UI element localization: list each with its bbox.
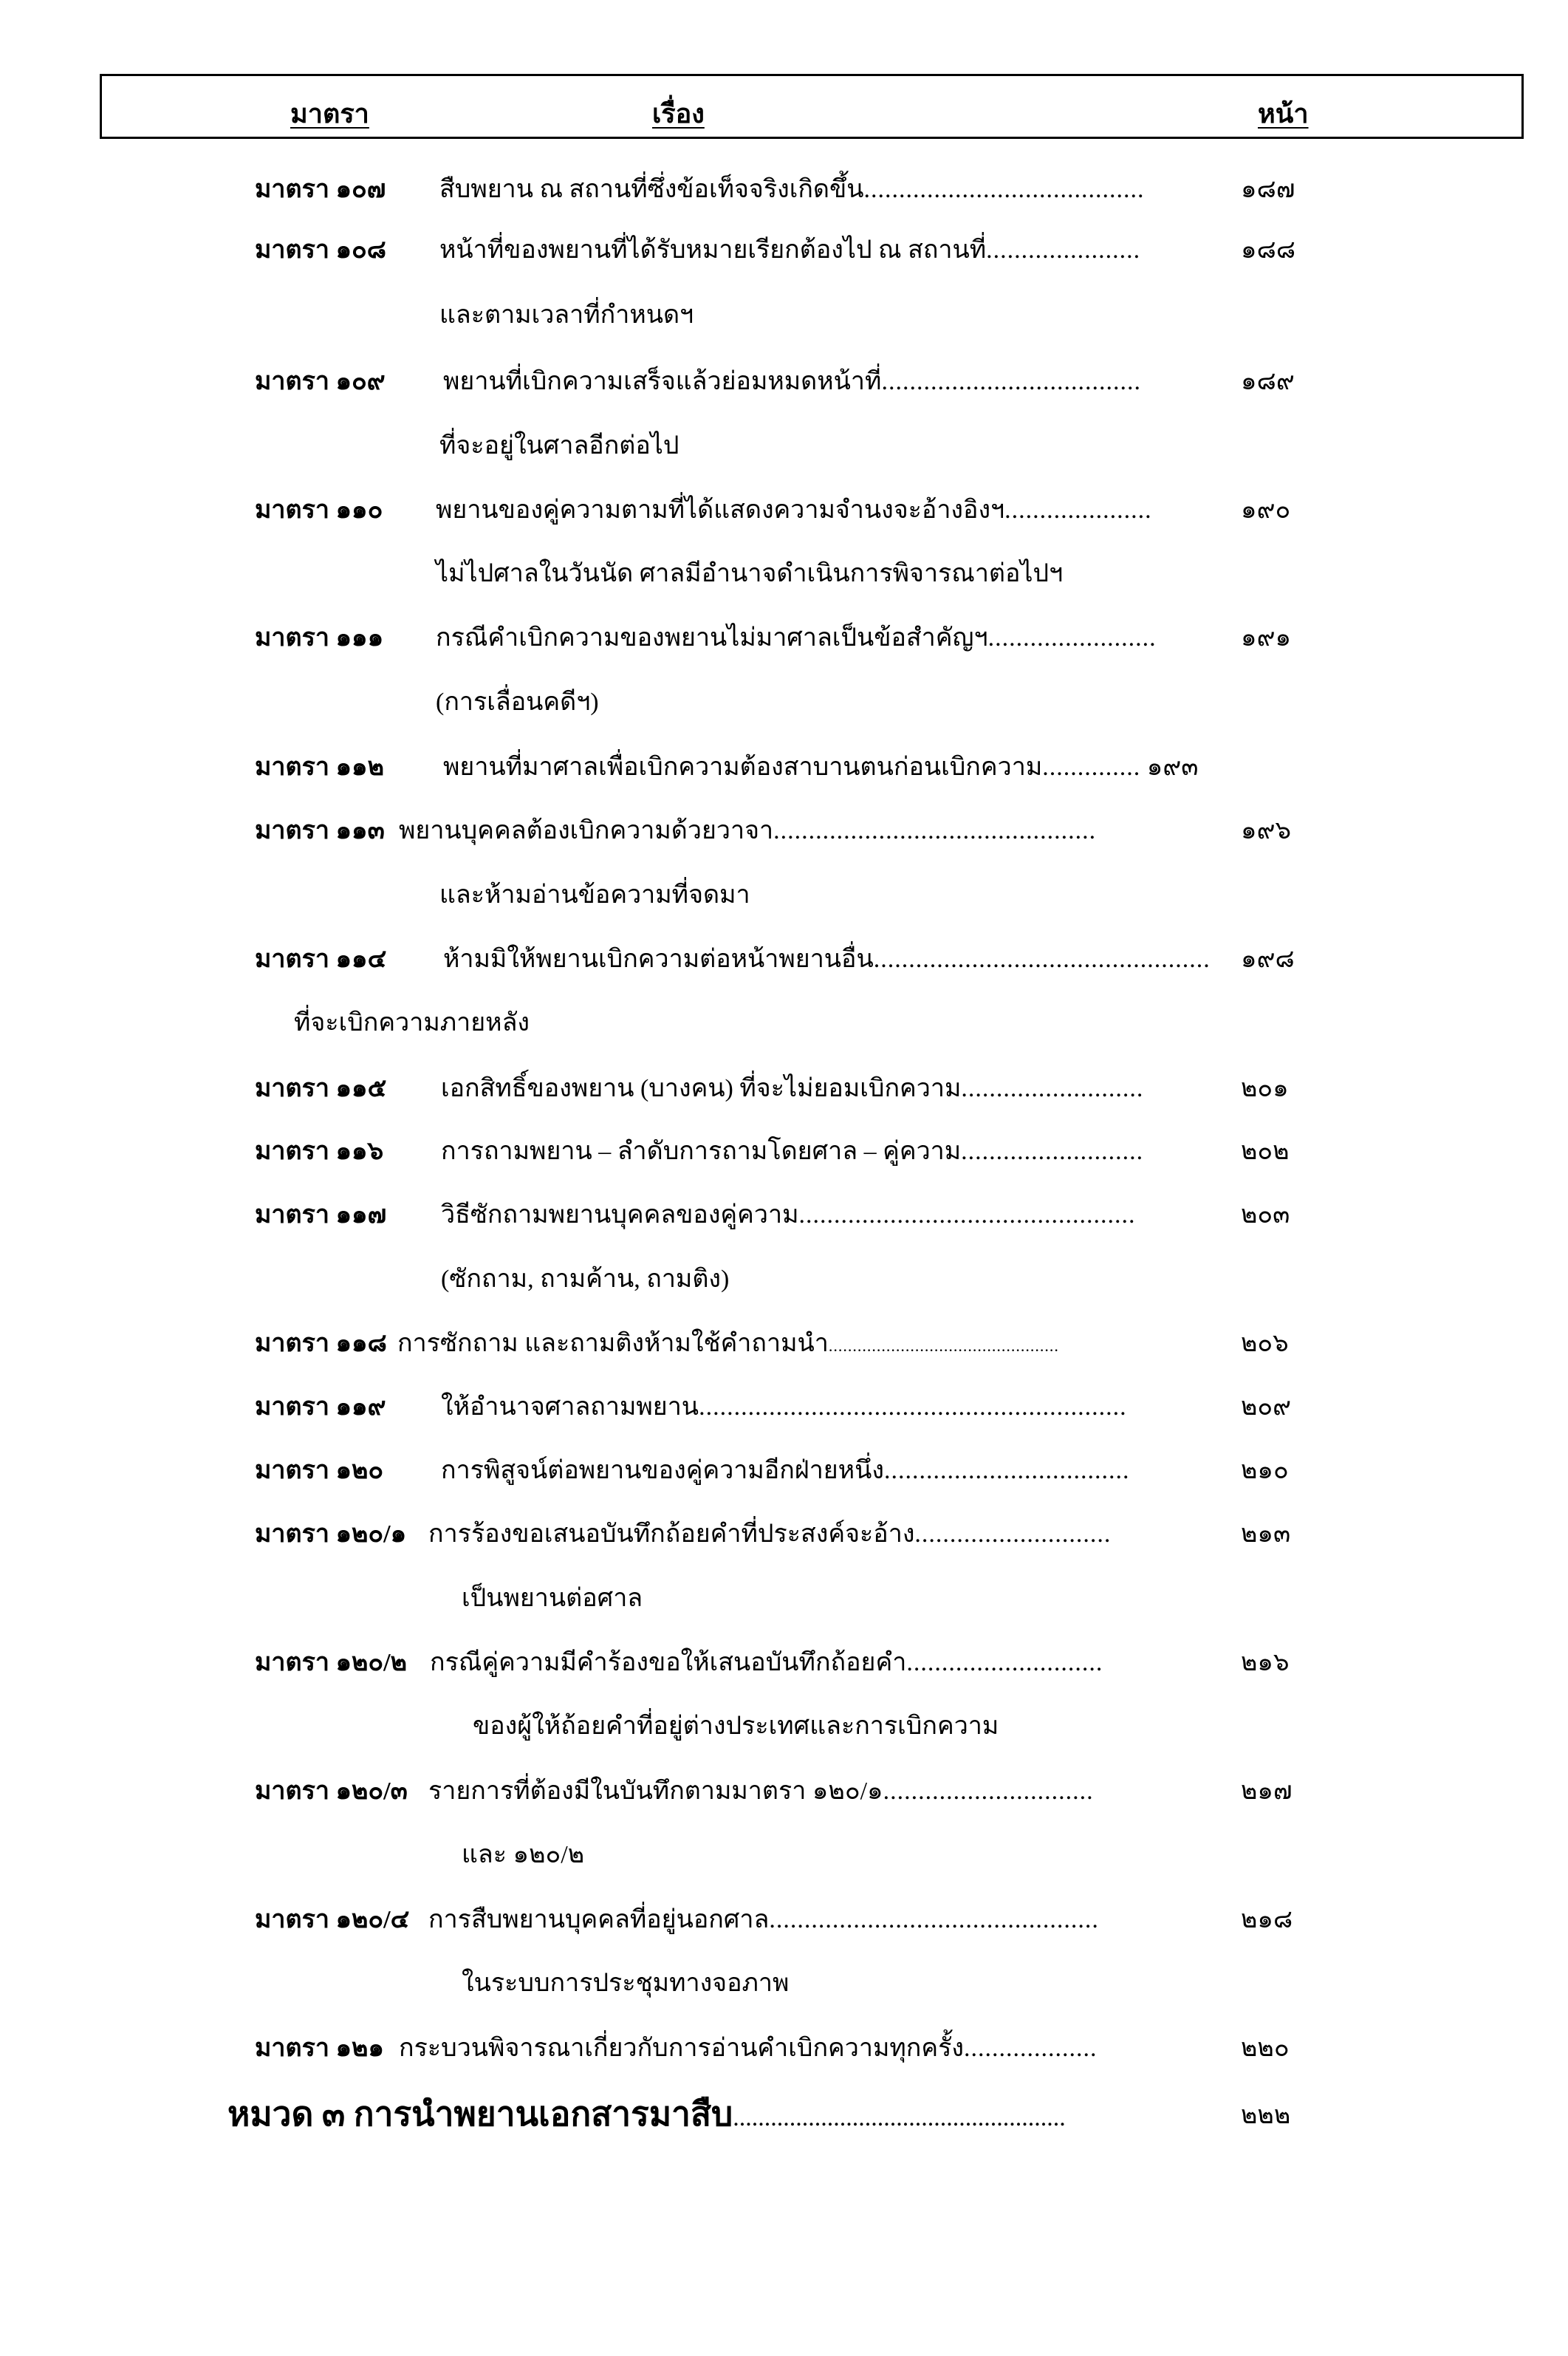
section-number: มาตรา ๑๐๘ — [255, 236, 387, 264]
toc-entry — [0, 938, 1568, 983]
section-number: มาตรา ๑๒๐/๑ — [255, 1520, 407, 1548]
toc-entry — [0, 229, 1568, 273]
toc-entry — [0, 168, 1568, 213]
entry-title: กระบวนพิจารณาเกี่ยวกับการอ่านคำเบิกความทุกครั้ง................... — [399, 2035, 1098, 2062]
page-number: ๒๑๐ — [1241, 1457, 1289, 1484]
page-number: ๒๐๑ — [1241, 1075, 1289, 1102]
header-page: หน้า — [1258, 99, 1309, 129]
entry-title: พยานบุคคลต้องเบิกความด้วยวาจา.............................................. — [399, 817, 1097, 844]
page-number: ๑๘๗ — [1241, 176, 1295, 203]
page-number: ๑๙๑ — [1241, 624, 1292, 652]
entry-title: กรณีคู่ความมีคำร้องขอให้เสนอบันทึกถ้อยคำ............................ — [430, 1649, 1103, 1676]
page-number: ๒๒๐ — [1241, 2035, 1290, 2062]
page-number: ๑๙๖ — [1241, 817, 1292, 844]
section-number: มาตรา ๑๒๐/๒ — [255, 1649, 408, 1676]
entry-title: การสืบพยานบุคคลที่อยู่นอกศาล............................................... — [428, 1906, 1099, 1933]
section-number: มาตรา ๑๐๙ — [255, 368, 386, 395]
section-number: มาตรา ๑๑๕ — [255, 1075, 387, 1102]
entry-continuation: และตามเวลาที่กำหนดฯ — [439, 301, 694, 329]
section-number: มาตรา ๑๒๐ — [255, 1457, 384, 1484]
chapter-page-number: ๒๒๒ — [1241, 2102, 1291, 2129]
entry-title: การพิสูจน์ต่อพยานของคู่ความอีกฝ่ายหนึ่ง................................... — [441, 1457, 1130, 1484]
entry-continuation: ในระบบการประชุมทางจอภาพ — [462, 1970, 790, 1997]
entry-continuation: และห้ามอ่านข้อความที่จดมา — [439, 881, 750, 909]
entry-title: ให้อำนาจศาลถามพยาน............................................................. — [441, 1393, 1127, 1421]
section-number: มาตรา ๑๒๑ — [255, 2035, 385, 2062]
toc-entry — [0, 1450, 1568, 1494]
section-number: มาตรา ๑๐๗ — [255, 176, 386, 203]
section-number: มาตรา ๑๑๘ — [255, 1330, 387, 1357]
toc-entry — [0, 1513, 1568, 1557]
toc-entry — [0, 1130, 1568, 1175]
page-number: ๒๑๗ — [1241, 1778, 1293, 1805]
page-number: ๒๑๘ — [1241, 1906, 1293, 1933]
toc-entry — [0, 1322, 1568, 1367]
section-number: มาตรา ๑๑๔ — [255, 946, 387, 973]
entry-title: เอกสิทธิ์ของพยาน (บางคน) ที่จะไม่ยอมเบิกความ.......................... — [441, 1075, 1144, 1102]
entry-title: พยานที่มาศาลเพื่อเบิกความต้องสาบานตนก่อนเบิกความ.............. ๑๙๓ — [443, 754, 1199, 781]
page-number: ๒๐๙ — [1241, 1393, 1292, 1421]
section-number: มาตรา ๑๑๓ — [255, 817, 385, 844]
header-section: มาตรา — [290, 99, 369, 129]
entry-title: กรณีคำเบิกความของพยานไม่มาศาลเป็นข้อสำคัญฯ........................ — [436, 624, 1157, 652]
toc-entry — [0, 489, 1568, 533]
entry-continuation: ของผู้ให้ถ้อยคำที่อยู่ต่างประเทศและการเบิกความ — [473, 1713, 999, 1740]
entry-title: หน้าที่ของพยานที่ได้รับหมายเรียกต้องไป ณ สถานที่...................... — [439, 236, 1141, 264]
toc-header — [100, 74, 1524, 139]
toc-entry — [0, 746, 1568, 791]
toc-entry — [0, 617, 1568, 661]
page-number: ๑๘๙ — [1241, 368, 1295, 395]
entry-title: สืบพยาน ณ สถานที่ซึ่งข้อเท็จจริงเกิดขึ้น........................................ — [439, 176, 1145, 203]
entry-continuation: เป็นพยานต่อศาล — [462, 1585, 643, 1612]
toc-entry — [0, 2027, 1568, 2072]
page-number: ๑๙๓ — [1146, 754, 1199, 781]
entry-continuation: (การเลื่อนคดีฯ) — [436, 689, 599, 716]
toc-entry — [0, 361, 1568, 405]
entry-title: พยานที่เบิกความเสร็จแล้วย่อมหมดหน้าที่..................................... — [443, 368, 1141, 395]
toc-entry — [0, 1770, 1568, 1814]
section-number: มาตรา ๑๑๙ — [255, 1393, 386, 1421]
page-number: ๑๙๐ — [1241, 496, 1291, 524]
page-number: ๒๑๓ — [1241, 1520, 1291, 1548]
page-number: ๒๐๒ — [1241, 1138, 1290, 1165]
toc-entry — [0, 1068, 1568, 1112]
section-number: มาตรา ๑๒๐/๓ — [255, 1778, 408, 1805]
section-number: มาตรา ๑๑๒ — [255, 754, 385, 781]
toc-entry — [0, 1899, 1568, 1943]
page-number: ๑๘๘ — [1241, 236, 1296, 264]
entry-title: ห้ามมิให้พยานเบิกความต่อหน้าพยานอื่น................................................ — [443, 946, 1211, 973]
page-number: ๑๙๘ — [1241, 946, 1295, 973]
entry-title: รายการที่ต้องมีในบันทึกตามมาตรา ๑๒๐/๑.............................. — [428, 1778, 1094, 1805]
toc-entry — [0, 1386, 1568, 1430]
section-number: มาตรา ๑๑๗ — [255, 1201, 387, 1229]
chapter-title: หมวด ๓ การนำพยานเอกสารมาสืบ..................................................... — [227, 2095, 1066, 2133]
entry-continuation: ไม่ไปศาลในวันนัด ศาลมีอำนาจดำเนินการพิจารณาต่อไปฯ — [436, 560, 1064, 587]
page-number: ๒๐๓ — [1241, 1201, 1290, 1229]
section-number: มาตรา ๑๑๑ — [255, 624, 384, 652]
page-number: ๒๑๖ — [1241, 1649, 1290, 1676]
entry-title: พยานของคู่ความตามที่ได้แสดงความจำนงจะอ้างอิงฯ..................... — [436, 496, 1152, 524]
entry-continuation: ที่จะเบิกความภายหลัง — [294, 1009, 530, 1037]
entry-continuation: (ซักถาม, ถามค้าน, ถามติง) — [441, 1266, 730, 1293]
toc-entry — [0, 810, 1568, 854]
entry-continuation: ที่จะอยู่ในศาลอีกต่อไป — [439, 432, 679, 460]
section-number: มาตรา ๑๑๖ — [255, 1138, 384, 1165]
page-number: ๒๐๖ — [1241, 1330, 1289, 1357]
entry-title: การร้องขอเสนอบันทึกถ้อยคำที่ประสงค์จะอ้าง............................ — [428, 1520, 1112, 1548]
section-number: มาตรา ๑๑๐ — [255, 496, 383, 524]
chapter-entry — [227, 2087, 1557, 2139]
section-number: มาตรา ๑๒๐/๔ — [255, 1906, 410, 1933]
entry-title: การถามพยาน – ลำดับการถามโดยศาล – คู่ความ.......................... — [441, 1138, 1144, 1165]
toc-entry — [0, 1642, 1568, 1686]
toc-entry — [0, 1194, 1568, 1238]
entry-continuation: และ ๑๒๐/๒ — [462, 1841, 585, 1868]
entry-title: การซักถาม และถามติงห้ามใช้คำถามนำ................................................ — [397, 1330, 1059, 1357]
header-subject: เรื่อง — [652, 99, 705, 129]
entry-title: วิธีซักถามพยานบุคคลของคู่ความ................................................ — [441, 1201, 1136, 1229]
